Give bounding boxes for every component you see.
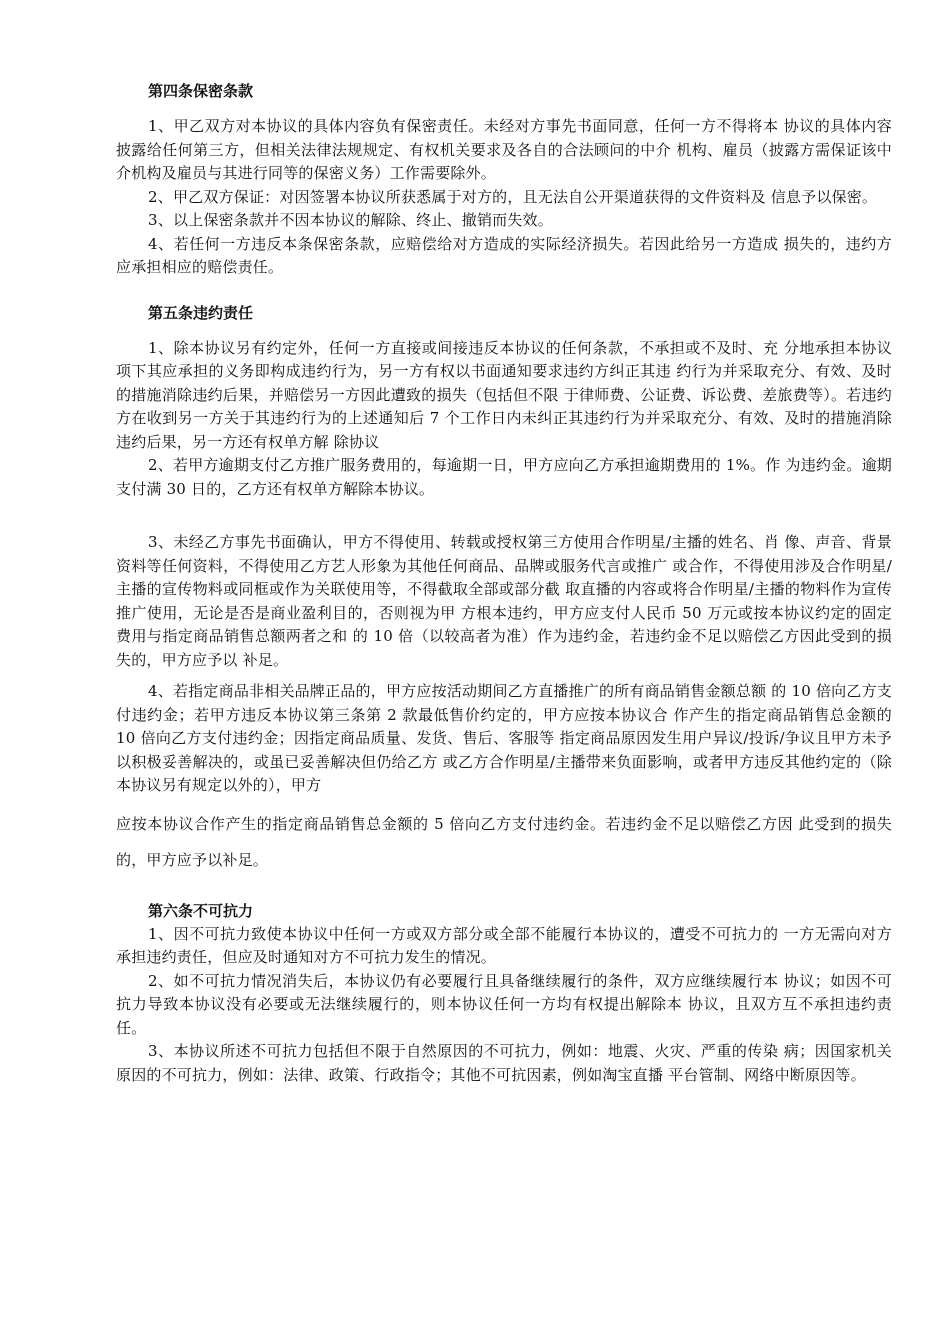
article-6-clause-3: 3、本协议所述不可抗力包括但不限于自然原因的不可抗力，例如：地震、火灾、严重的传染 病；因国家机关原因的不可抗力，例如：法律、政策、行政指令；其他不可抗因素，例如淘宝直播 平台管制、网络中断原因等。 [116,1042,892,1084]
article-6-heading: 第六条不可抗力 [148,901,254,920]
article-4-clause-2: 2、甲乙双方保证：对因签署本协议所获悉属于对方的，且无法自公开渠道获得的文件资料及 信息予以保密。 [148,187,878,206]
article-5-clause-4: 4、若指定商品非相关品牌正品的，甲方应按活动期间乙方直播推广的所有商品销售金额总额 的 10 倍向乙方支付违约金；若甲方违反本协议第三条第 2 款最低售价约定的，甲方应按本协议合 作产生的指定商品销售总金额的 10 倍向乙方支付违约金；因指定商品质量、发货、售后、客服等 指定商品原因发生用户异议/投诉/争议且甲方未予以积极妥善解决的，或虽已妥善解决但仍给乙方 或乙方合作明星/主播带来负面影响，或者甲方违反其他约定的（除本协议另有规定以外的），甲方 [116,682,892,794]
article-5-clause-4-continued: 应按本协议合作产生的指定商品销售总金额的 5 倍向乙方支付违约金。若违约金不足以赔偿乙方因 此受到的损失的，甲方应予以补足。 [116,814,892,869]
article-5-heading: 第五条违约责任 [148,303,254,322]
article-5-clause-2: 2、若甲方逾期支付乙方推广服务费用的，每逾期一日，甲方应向乙方承担逾期费用的 1%。作 为违约金。逾期支付满 30 日的，乙方还有权单方解除本协议。 [116,456,892,498]
article-5-clause-3: 3、未经乙方事先书面确认，甲方不得使用、转载或授权第三方使用合作明星/主播的姓名、肖 像、声音、背景资料等任何资料，不得使用乙方艺人形象为其他任何商品、品牌或服务代言或推广 或合作，不得使用涉及合作明星/主播的宣传物料或同框或作为关联使用等，不得截取全部或部分截 取直播的内容或将合作明星/主播的物料作为宣传推广使用，无论是否是商业盈利目的，否则视为甲 方根本违约，甲方应支付人民币 50 万元或按本协议约定的固定费用与指定商品销售总额两者之和 的 10 倍（以较高者为准）作为违约金，若违约金不足以赔偿乙方因此受到的损失的，甲方应予以 补足。 [116,533,892,669]
article-4-clause-3: 3、以上保密条款并不因本协议的解除、终止、撤销而失效。 [148,211,553,229]
article-4-clause-1: 1、甲乙双方对本协议的具体内容负有保密责任。未经对方事先书面同意，任何一方不得将本 协议的具体内容披露给任何第三方，但相关法律法规规定、有权机关要求及各自的合法顾问的中介 机构、雇员（披露方需保证该中介机构及雇员与其进行同等的保密义务）工作需要除外。 [116,117,892,182]
article-5-clause-1: 1、除本协议另有约定外，任何一方直接或间接违反本协议的任何条款，不承担或不及时、充 分地承担本协议项下其应承担的义务即构成违约行为，另一方有权以书面通知要求违约方纠正其违 约行为并采取充分、有效、及时的措施消除违约后果，并赔偿另一方因此遭致的损失（包括但不限 于律师费、公证费、诉讼费、差旅费等）。若违约方在收到另一方关于其违约行为的上述通知后 7 个工作日内未纠正其违约行为并采取充分、有效、及时的措施消除违约后果，另一方还有权单方解 除协议 [116,338,892,451]
article-6-force-majeure [116,900,892,1088]
article-4-confidentiality [116,80,892,280]
article-6-clause-2: 2、如不可抗力情况消失后，本协议仍有必要履行且具备继续履行的条件，双方应继续履行本 协议；如因不可抗力导致本协议没有必要或无法继续履行的，则本协议任何一方均有权提出解除本 协议，且双方互不承担违约责任。 [116,971,892,1037]
article-4-clause-4: 4、若任何一方违反本条保密条款，应赔偿给对方造成的实际经济损失。若因此给另一方造成 损失的，违约方应承担相应的赔偿责任。 [116,234,892,276]
article-5-liability [116,302,892,878]
article-4-heading: 第四条保密条款 [148,82,254,100]
article-6-clause-1: 1、因不可抗力致使本协议中任何一方或双方部分或全部不能履行本协议的，遭受不可抗力的 一方无需向对方承担违约责任，但应及时通知对方不可抗力发生的情况。 [116,924,892,966]
